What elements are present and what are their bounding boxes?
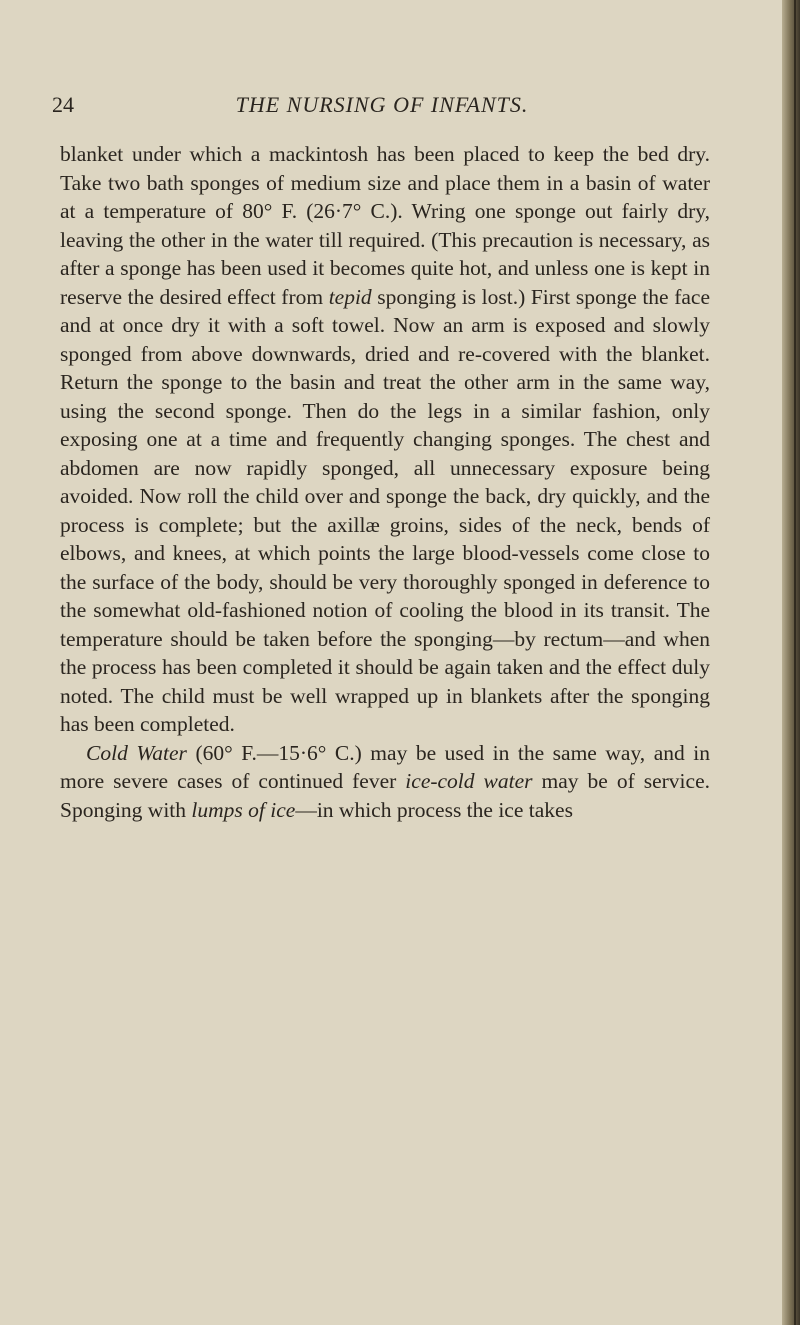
- text-segment-italic: lumps of ice: [191, 797, 296, 822]
- text-segment: blanket under which a mackintosh has been placed to keep the bed dry. Take two bath sponges of medium size and place them in a basin of water at a temperature of 80° F. (26·7° C.). Wring one sponge out fairly dry, leaving the other in the water till required. (This precaution is necessary, as after a sponge has been used it becomes quite hot, and unless one is kept in reserve the desired effect from: [60, 142, 710, 309]
- page-number: 24: [52, 92, 74, 117]
- text-segment: —in which process the ice takes: [295, 797, 573, 822]
- paragraph-2: [60, 739, 710, 825]
- text-segment: may be of service. Sponging with: [60, 769, 710, 822]
- body-text: [60, 140, 710, 824]
- text-segment: (60° F.—15·6° C.) may be used in the same way, and in more severe cases of continued fever: [60, 740, 710, 793]
- page-edge: [782, 0, 800, 1325]
- page-header: [52, 92, 712, 122]
- text-segment-italic: tepid: [328, 284, 372, 309]
- text-segment-italic: Cold Water: [86, 740, 187, 765]
- paragraph-1: [60, 140, 710, 739]
- text-segment: sponging is lost.) First sponge the face and at once dry it with a soft towel. Now an arm is exposed and slowly sponged from above downwards, dried and re-covered with the blanket. Return the sponge to the basin and treat the other arm in the same way, using the second sponge. Then do the legs in a similar fashion, only exposing one at a time and frequently changing sponges. The chest and abdomen are now rapidly sponged, all unnecessary exposure being avoided. Now roll the child over and sponge the back, dry quickly, and the process is complete; but the axillæ groins, sides of the neck, bends of elbows, and knees, at which points the large blood-vessels come close to the surface of the body, should be very thoroughly sponged in deference to the somewhat old-fashioned notion of cooling the blood in its transit. The temperature should be taken before the sponging—by rectum—and when the process has been completed it should be again taken and the effect duly noted. The child must be well wrapped up in blankets after the sponging has been completed.: [60, 284, 710, 736]
- text-segment-italic: ice-cold water: [405, 769, 533, 793]
- running-title: THE NURSING OF INFANTS.: [235, 92, 529, 117]
